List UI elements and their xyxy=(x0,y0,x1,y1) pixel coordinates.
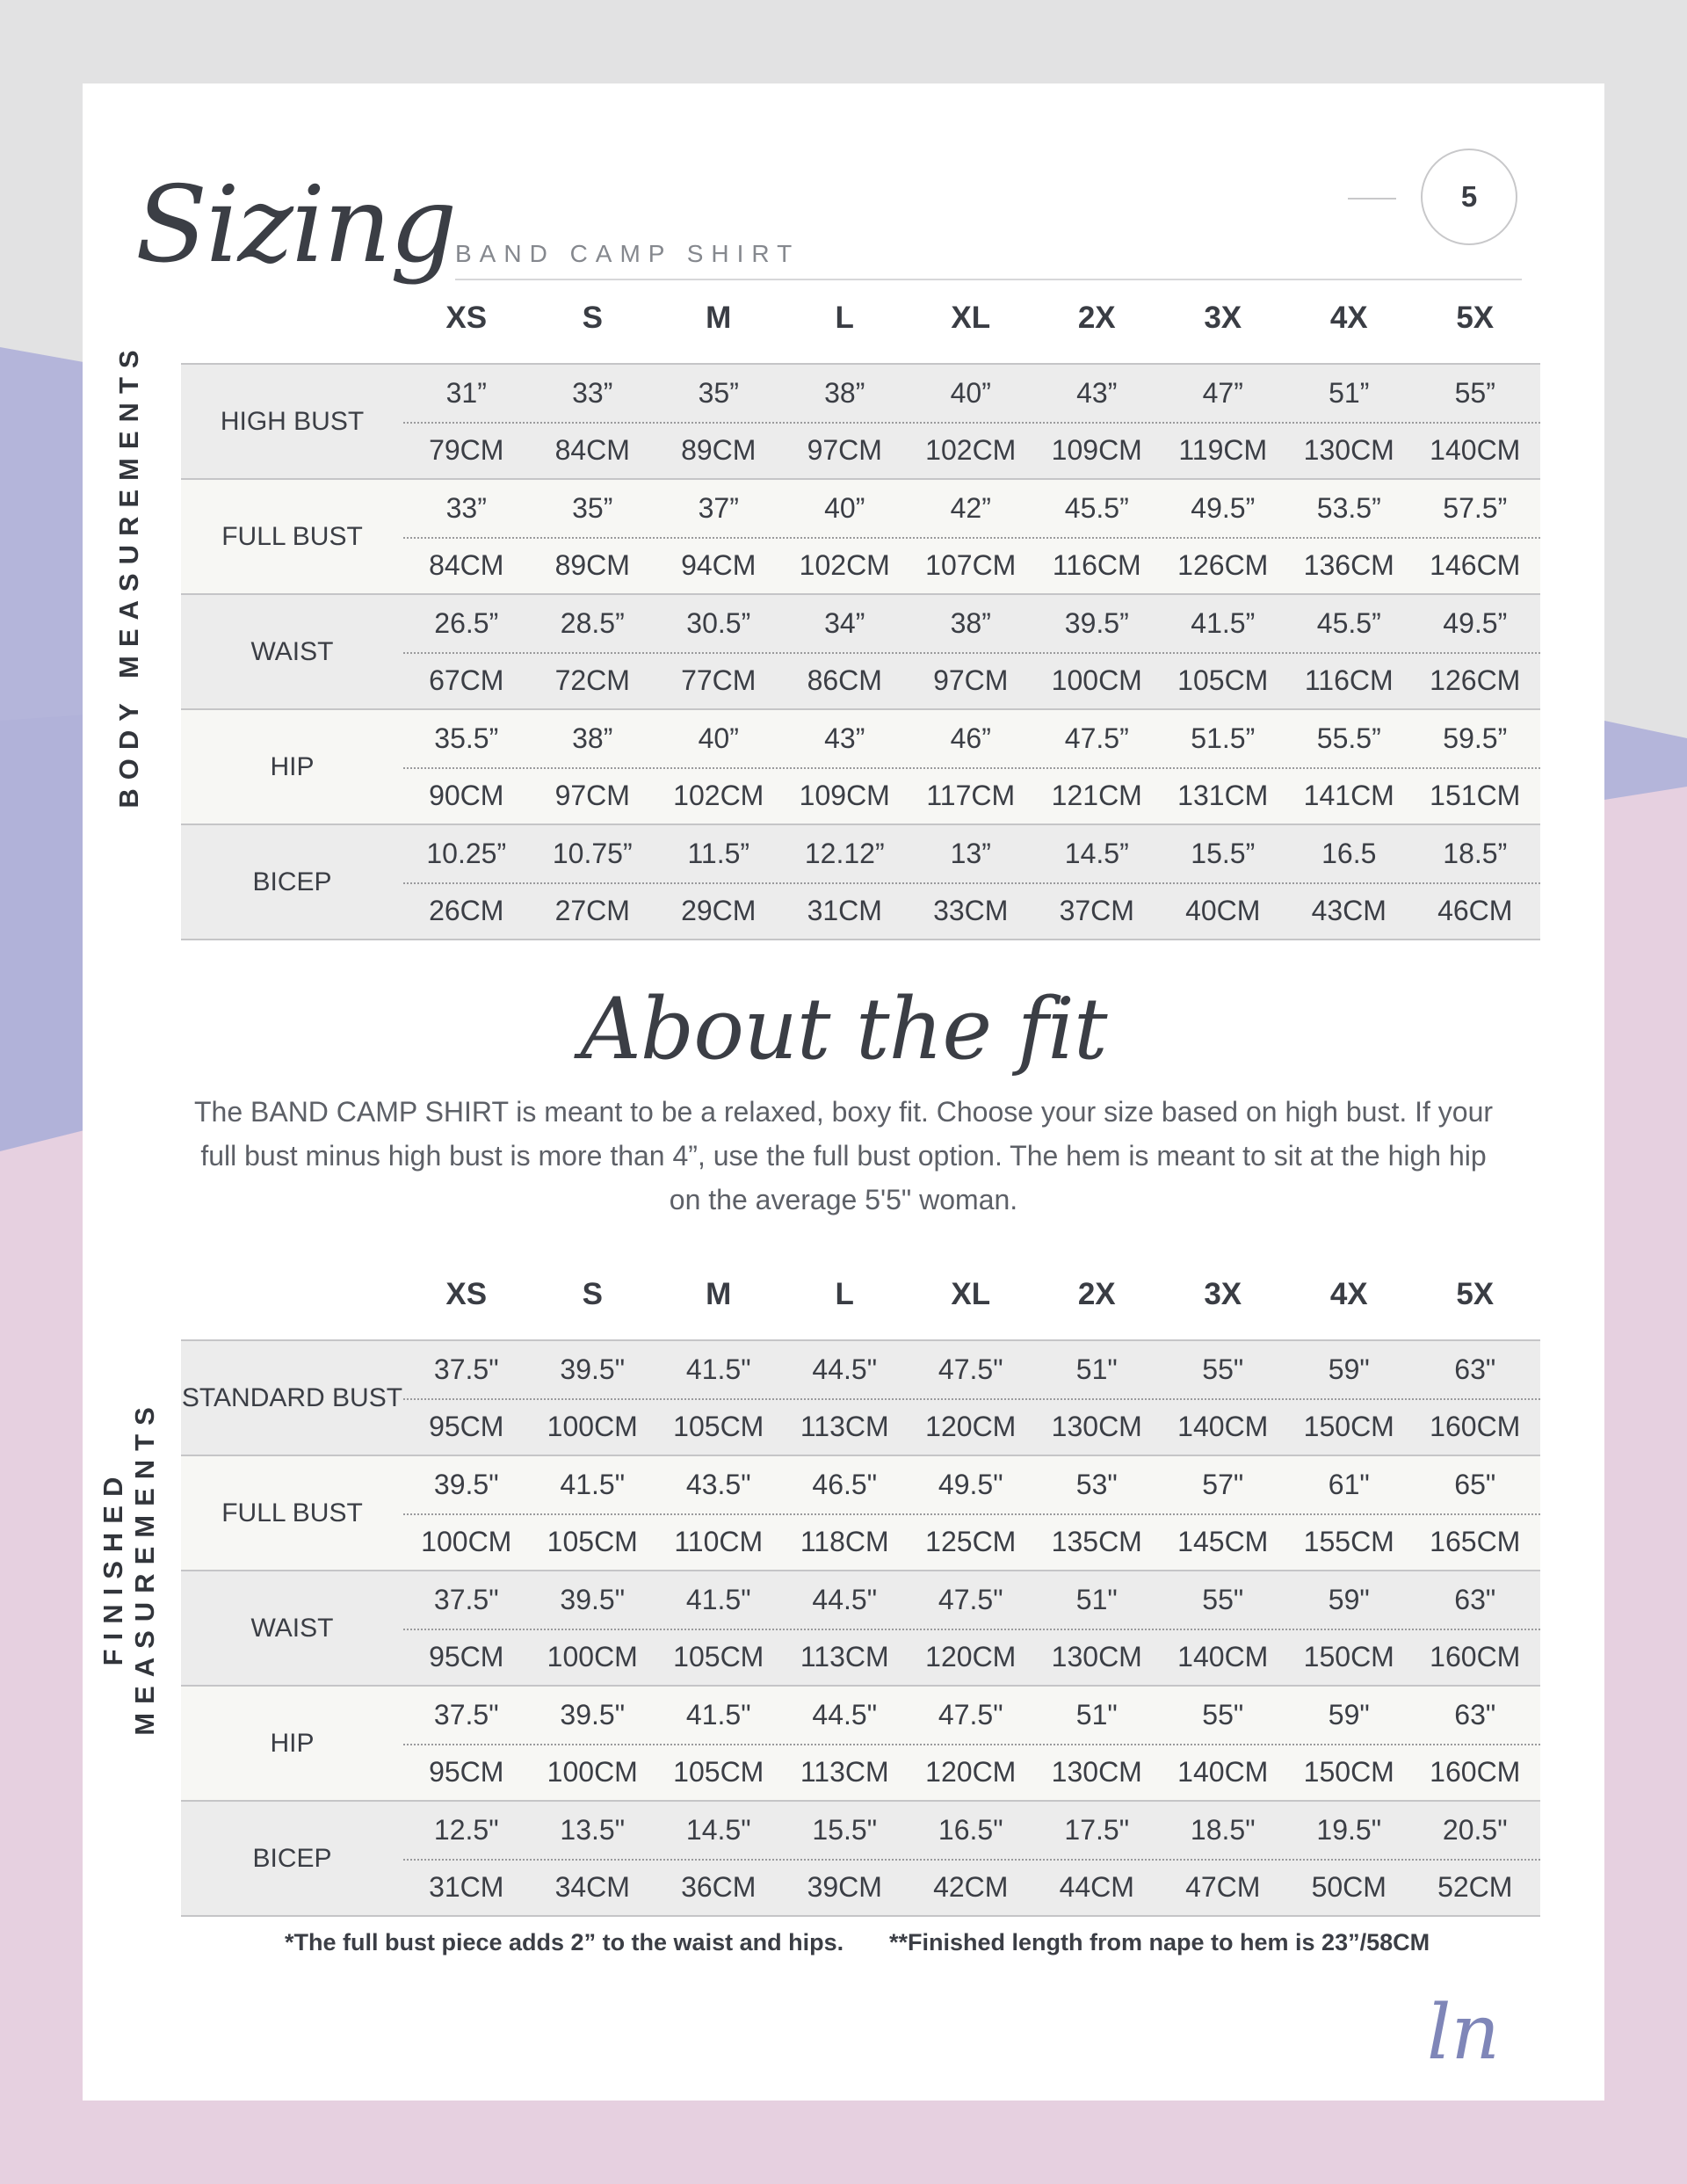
inch-value: 51" xyxy=(1075,1584,1118,1615)
title-divider xyxy=(455,279,1522,280)
cm-value: 97CM xyxy=(933,664,1009,696)
inch-value: 15.5" xyxy=(812,1814,878,1846)
cm-value: 97CM xyxy=(807,434,882,466)
inch-value: 26.5” xyxy=(434,607,499,639)
size-label: XL xyxy=(951,1277,991,1311)
cm-value: 26CM xyxy=(429,895,504,926)
cm-value: 105CM xyxy=(547,1526,638,1557)
cm-value: 95CM xyxy=(429,1411,504,1442)
cm-value: 107CM xyxy=(925,549,1017,581)
inch-value: 43” xyxy=(1076,377,1118,409)
inch-value: 41.5" xyxy=(560,1469,626,1500)
cm-value: 160CM xyxy=(1430,1641,1521,1672)
measurement-row xyxy=(181,1571,1540,1687)
cm-value: 109CM xyxy=(1051,434,1142,466)
cm-value: 120CM xyxy=(925,1756,1017,1788)
inch-value: 63" xyxy=(1454,1584,1496,1615)
inch-value: 46” xyxy=(950,722,991,754)
inch-value: 59" xyxy=(1328,1699,1370,1731)
cm-value: 94CM xyxy=(681,549,757,581)
size-label: S xyxy=(582,301,603,335)
cm-value: 150CM xyxy=(1303,1641,1394,1672)
inch-value: 47.5" xyxy=(938,1353,1003,1385)
size-label: XL xyxy=(951,301,991,335)
inch-value: 47” xyxy=(1202,377,1243,409)
cm-value: 50CM xyxy=(1311,1871,1387,1903)
inch-value: 39.5" xyxy=(560,1353,626,1385)
size-label: 2X xyxy=(1077,1277,1116,1311)
inch-value: 47.5" xyxy=(938,1699,1003,1731)
size-label: S xyxy=(582,1277,603,1311)
cm-value: 130CM xyxy=(1051,1641,1142,1672)
inch-value: 33” xyxy=(445,492,487,524)
inch-value: 41.5” xyxy=(1191,607,1256,639)
measurement-label: BICEP xyxy=(252,867,332,896)
cm-line xyxy=(403,1399,1540,1455)
inch-value: 40” xyxy=(698,722,739,754)
cm-value: 89CM xyxy=(554,549,630,581)
cm-value: 146CM xyxy=(1430,549,1521,581)
page-number: 5 xyxy=(1421,149,1517,245)
cm-value: 135CM xyxy=(1051,1526,1142,1557)
cm-value: 47CM xyxy=(1185,1871,1261,1903)
cm-value: 102CM xyxy=(799,549,890,581)
cm-value: 105CM xyxy=(673,1756,764,1788)
inch-value: 30.5” xyxy=(686,607,751,639)
inch-value: 16.5" xyxy=(938,1814,1003,1846)
inch-value: 45.5” xyxy=(1064,492,1129,524)
measurement-row xyxy=(181,365,1540,480)
cm-value: 105CM xyxy=(1177,664,1269,696)
measurement-row xyxy=(181,1687,1540,1802)
measurement-row xyxy=(181,825,1540,940)
cm-value: 140CM xyxy=(1177,1411,1269,1442)
cm-value: 140CM xyxy=(1177,1756,1269,1788)
inch-value: 43.5" xyxy=(685,1469,751,1500)
inch-value: 53" xyxy=(1075,1469,1118,1500)
cm-value: 84CM xyxy=(554,434,630,466)
cm-line xyxy=(403,883,1540,939)
inch-value: 38” xyxy=(824,377,865,409)
inches-line xyxy=(403,1341,1540,1400)
inch-value: 35” xyxy=(698,377,739,409)
about-fit-title: About the fit xyxy=(580,980,1107,1078)
size-label: M xyxy=(706,301,732,335)
cm-value: 100CM xyxy=(547,1411,638,1442)
cm-value: 100CM xyxy=(1051,664,1142,696)
cm-value: 105CM xyxy=(673,1641,764,1672)
inch-value: 14.5" xyxy=(685,1814,751,1846)
page-number-dash xyxy=(1348,198,1396,200)
inch-value: 40” xyxy=(824,492,865,524)
measurement-label: STANDARD BUST xyxy=(181,1382,403,1412)
measurement-label: HIGH BUST xyxy=(220,406,365,436)
inch-value: 53.5” xyxy=(1316,492,1381,524)
inch-value: 49.5" xyxy=(938,1469,1003,1500)
inch-value: 59" xyxy=(1328,1584,1370,1615)
size-label: 4X xyxy=(1329,1277,1368,1311)
cm-value: 44CM xyxy=(1059,1871,1134,1903)
inch-value: 15.5” xyxy=(1191,838,1256,869)
cm-value: 117CM xyxy=(926,780,1016,811)
inch-value: 39.5” xyxy=(1064,607,1129,639)
inch-value: 34” xyxy=(824,607,865,639)
cm-value: 89CM xyxy=(681,434,757,466)
finished-measurements-table xyxy=(181,1339,1540,1917)
inch-value: 49.5” xyxy=(1443,607,1508,639)
inch-value: 65" xyxy=(1454,1469,1496,1500)
inch-value: 43” xyxy=(824,722,865,754)
inches-line xyxy=(403,825,1540,884)
inch-value: 41.5" xyxy=(685,1353,751,1385)
inch-value: 39.5" xyxy=(560,1699,626,1731)
cm-value: 84CM xyxy=(429,549,504,581)
cm-value: 42CM xyxy=(933,1871,1009,1903)
measurement-label: WAIST xyxy=(250,636,334,666)
cm-value: 100CM xyxy=(421,1526,512,1557)
measurement-label: FULL BUST xyxy=(221,521,363,551)
cm-value: 119CM xyxy=(1178,434,1268,466)
inch-value: 12.12” xyxy=(804,838,885,869)
cm-value: 126CM xyxy=(1430,664,1521,696)
inch-value: 10.25” xyxy=(426,838,507,869)
size-label: 3X xyxy=(1204,301,1242,335)
inch-value: 51.5” xyxy=(1191,722,1256,754)
inch-value: 63" xyxy=(1454,1353,1496,1385)
cm-value: 34CM xyxy=(554,1871,630,1903)
inch-value: 17.5" xyxy=(1064,1814,1130,1846)
cm-line xyxy=(403,1860,1540,1915)
inch-value: 37.5" xyxy=(433,1353,499,1385)
measurement-row xyxy=(181,1456,1540,1571)
cm-value: 116CM xyxy=(1304,664,1394,696)
measurement-row xyxy=(181,1802,1540,1917)
inch-value: 49.5” xyxy=(1191,492,1256,524)
finished-measurements-label: FINISHED MEASUREMENTS xyxy=(98,1398,160,1736)
inch-value: 51" xyxy=(1075,1353,1118,1385)
measurement-row xyxy=(181,710,1540,825)
inch-value: 19.5" xyxy=(1316,1814,1382,1846)
cm-value: 33CM xyxy=(933,895,1009,926)
cm-value: 39CM xyxy=(807,1871,882,1903)
inch-value: 39.5" xyxy=(433,1469,499,1500)
inch-value: 13.5" xyxy=(560,1814,626,1846)
inch-value: 38” xyxy=(572,722,613,754)
cm-value: 29CM xyxy=(681,895,757,926)
cm-value: 67CM xyxy=(429,664,504,696)
cm-value: 113CM xyxy=(800,1756,889,1788)
cm-value: 105CM xyxy=(673,1411,764,1442)
inch-value: 44.5" xyxy=(812,1353,878,1385)
cm-value: 40CM xyxy=(1185,895,1261,926)
cm-value: 131CM xyxy=(1177,780,1269,811)
measurement-label: WAIST xyxy=(250,1613,334,1643)
cm-value: 100CM xyxy=(547,1641,638,1672)
cm-value: 140CM xyxy=(1430,434,1521,466)
size-label: 5X xyxy=(1456,301,1495,335)
inch-value: 51” xyxy=(1329,377,1370,409)
cm-value: 52CM xyxy=(1437,1871,1513,1903)
cm-value: 102CM xyxy=(925,434,1017,466)
page xyxy=(83,83,1604,2101)
measurement-label: HIP xyxy=(270,1728,315,1758)
inch-value: 31” xyxy=(445,377,487,409)
inch-value: 39.5" xyxy=(560,1584,626,1615)
cm-value: 77CM xyxy=(681,664,757,696)
body-measurements-label: BODY MEASUREMENTS xyxy=(113,341,144,809)
size-label: 4X xyxy=(1329,301,1368,335)
cm-value: 72CM xyxy=(554,664,630,696)
size-label: 2X xyxy=(1077,301,1116,335)
inch-value: 57" xyxy=(1202,1469,1244,1500)
inch-value: 59.5” xyxy=(1443,722,1508,754)
cm-value: 110CM xyxy=(674,1526,764,1557)
cm-line xyxy=(403,1629,1540,1685)
size-label: XS xyxy=(445,1277,488,1311)
inch-value: 63" xyxy=(1454,1699,1496,1731)
size-label: 5X xyxy=(1456,1277,1495,1311)
inch-value: 10.75” xyxy=(552,838,633,869)
inch-value: 13” xyxy=(950,838,991,869)
footnote-full-bust: *The full bust piece adds 2” to the waist and hips. xyxy=(285,1929,844,1955)
inch-value: 55" xyxy=(1202,1699,1244,1731)
inch-value: 47.5" xyxy=(938,1584,1003,1615)
cm-value: 86CM xyxy=(807,664,882,696)
cm-value: 130CM xyxy=(1303,434,1394,466)
inches-line xyxy=(403,710,1540,769)
inch-value: 55" xyxy=(1202,1584,1244,1615)
inch-value: 55" xyxy=(1202,1353,1244,1385)
inch-value: 20.5" xyxy=(1442,1814,1508,1846)
cm-value: 36CM xyxy=(681,1871,757,1903)
cm-value: 95CM xyxy=(429,1641,504,1672)
cm-value: 102CM xyxy=(673,780,764,811)
cm-value: 136CM xyxy=(1303,549,1394,581)
about-fit-text: The BAND CAMP SHIRT is meant to be a relaxed, boxy fit. Choose your size based on high bust. If your full bust minus high bust is more than 4”, use the full bust option. The hem is meant to sit at the high hip on the average 5'5" woman. xyxy=(193,1096,1494,1215)
cm-value: 27CM xyxy=(554,895,630,926)
size-label: 3X xyxy=(1204,1277,1242,1311)
cm-value: 130CM xyxy=(1051,1756,1142,1788)
inch-value: 46.5" xyxy=(812,1469,878,1500)
inch-value: 55.5” xyxy=(1316,722,1381,754)
inch-value: 44.5" xyxy=(812,1699,878,1731)
cm-value: 109CM xyxy=(799,780,890,811)
inch-value: 41.5" xyxy=(685,1584,751,1615)
cm-line xyxy=(403,423,1540,478)
inch-value: 35.5” xyxy=(434,722,499,754)
measurement-label: HIP xyxy=(270,751,315,781)
inches-line xyxy=(403,365,1540,424)
cm-value: 116CM xyxy=(1052,549,1141,581)
cm-value: 160CM xyxy=(1430,1411,1521,1442)
body-size-header xyxy=(403,301,1664,336)
size-label: L xyxy=(835,1277,854,1311)
cm-value: 113CM xyxy=(800,1411,889,1442)
cm-value: 79CM xyxy=(429,434,504,466)
cm-value: 100CM xyxy=(547,1756,638,1788)
size-label: XS xyxy=(445,301,488,335)
measurement-row xyxy=(181,480,1540,595)
cm-value: 125CM xyxy=(925,1526,1017,1557)
cm-value: 130CM xyxy=(1051,1411,1142,1442)
cm-line xyxy=(403,768,1540,824)
cm-value: 165CM xyxy=(1430,1526,1521,1557)
inch-value: 42” xyxy=(950,492,991,524)
cm-value: 141CM xyxy=(1303,780,1394,811)
inch-value: 55” xyxy=(1454,377,1495,409)
inch-value: 61" xyxy=(1328,1469,1370,1500)
size-label: M xyxy=(706,1277,732,1311)
cm-line xyxy=(403,653,1540,708)
footnote-finished-length: **Finished length from nape to hem is 23”/58CM xyxy=(889,1929,1430,1955)
inch-value: 37.5" xyxy=(433,1699,499,1731)
inch-value: 59" xyxy=(1328,1353,1370,1385)
cm-value: 120CM xyxy=(925,1641,1017,1672)
measurement-row xyxy=(181,1341,1540,1456)
inch-value: 12.5" xyxy=(433,1814,499,1846)
cm-value: 118CM xyxy=(800,1526,889,1557)
inch-value: 35” xyxy=(572,492,613,524)
inches-line xyxy=(403,1571,1540,1630)
cm-value: 113CM xyxy=(800,1641,889,1672)
cm-value: 46CM xyxy=(1437,895,1513,926)
cm-value: 151CM xyxy=(1430,780,1521,811)
cm-value: 37CM xyxy=(1059,895,1134,926)
cm-value: 120CM xyxy=(925,1411,1017,1442)
inch-value: 45.5” xyxy=(1316,607,1381,639)
cm-line xyxy=(403,1745,1540,1800)
cm-value: 95CM xyxy=(429,1756,504,1788)
inch-value: 18.5” xyxy=(1443,838,1508,869)
cm-value: 126CM xyxy=(1177,549,1269,581)
cm-value: 150CM xyxy=(1303,1411,1394,1442)
inch-value: 44.5" xyxy=(812,1584,878,1615)
measurement-label: FULL BUST xyxy=(221,1498,363,1527)
cm-line xyxy=(403,538,1540,593)
cm-value: 150CM xyxy=(1303,1756,1394,1788)
cm-value: 31CM xyxy=(807,895,882,926)
inch-value: 38” xyxy=(950,607,991,639)
inch-value: 57.5” xyxy=(1443,492,1508,524)
cm-value: 140CM xyxy=(1177,1641,1269,1672)
inch-value: 16.5 xyxy=(1321,838,1377,869)
inch-value: 14.5” xyxy=(1064,838,1129,869)
cm-value: 145CM xyxy=(1177,1526,1269,1557)
body-measurements-table xyxy=(181,363,1540,940)
cm-value: 155CM xyxy=(1303,1526,1394,1557)
cm-value: 97CM xyxy=(554,780,630,811)
cm-value: 121CM xyxy=(1051,780,1142,811)
measurement-row xyxy=(181,595,1540,710)
inches-line xyxy=(403,480,1540,539)
inch-value: 41.5" xyxy=(685,1699,751,1731)
finished-size-header xyxy=(403,1277,1664,1312)
inches-line xyxy=(403,1456,1540,1515)
page-title: Sizing xyxy=(135,164,456,287)
cm-value: 43CM xyxy=(1311,895,1387,926)
inches-line xyxy=(403,1802,1540,1861)
measurement-label: BICEP xyxy=(252,1843,332,1873)
inch-value: 40” xyxy=(950,377,991,409)
brand-logo: ln xyxy=(1427,1989,1500,2077)
inch-value: 37.5" xyxy=(433,1584,499,1615)
inch-value: 28.5” xyxy=(560,607,625,639)
inch-value: 37” xyxy=(698,492,739,524)
inch-value: 18.5" xyxy=(1190,1814,1256,1846)
page-subtitle: BAND CAMP SHIRT xyxy=(455,240,800,267)
inch-value: 47.5” xyxy=(1064,722,1129,754)
inch-value: 11.5” xyxy=(687,838,750,869)
cm-value: 90CM xyxy=(429,780,504,811)
inches-line xyxy=(403,595,1540,654)
size-label: L xyxy=(835,301,854,335)
cm-value: 31CM xyxy=(429,1871,504,1903)
cm-value: 160CM xyxy=(1430,1756,1521,1788)
inch-value: 51" xyxy=(1075,1699,1118,1731)
inch-value: 33” xyxy=(572,377,613,409)
cm-line xyxy=(403,1514,1540,1570)
inches-line xyxy=(403,1687,1540,1745)
